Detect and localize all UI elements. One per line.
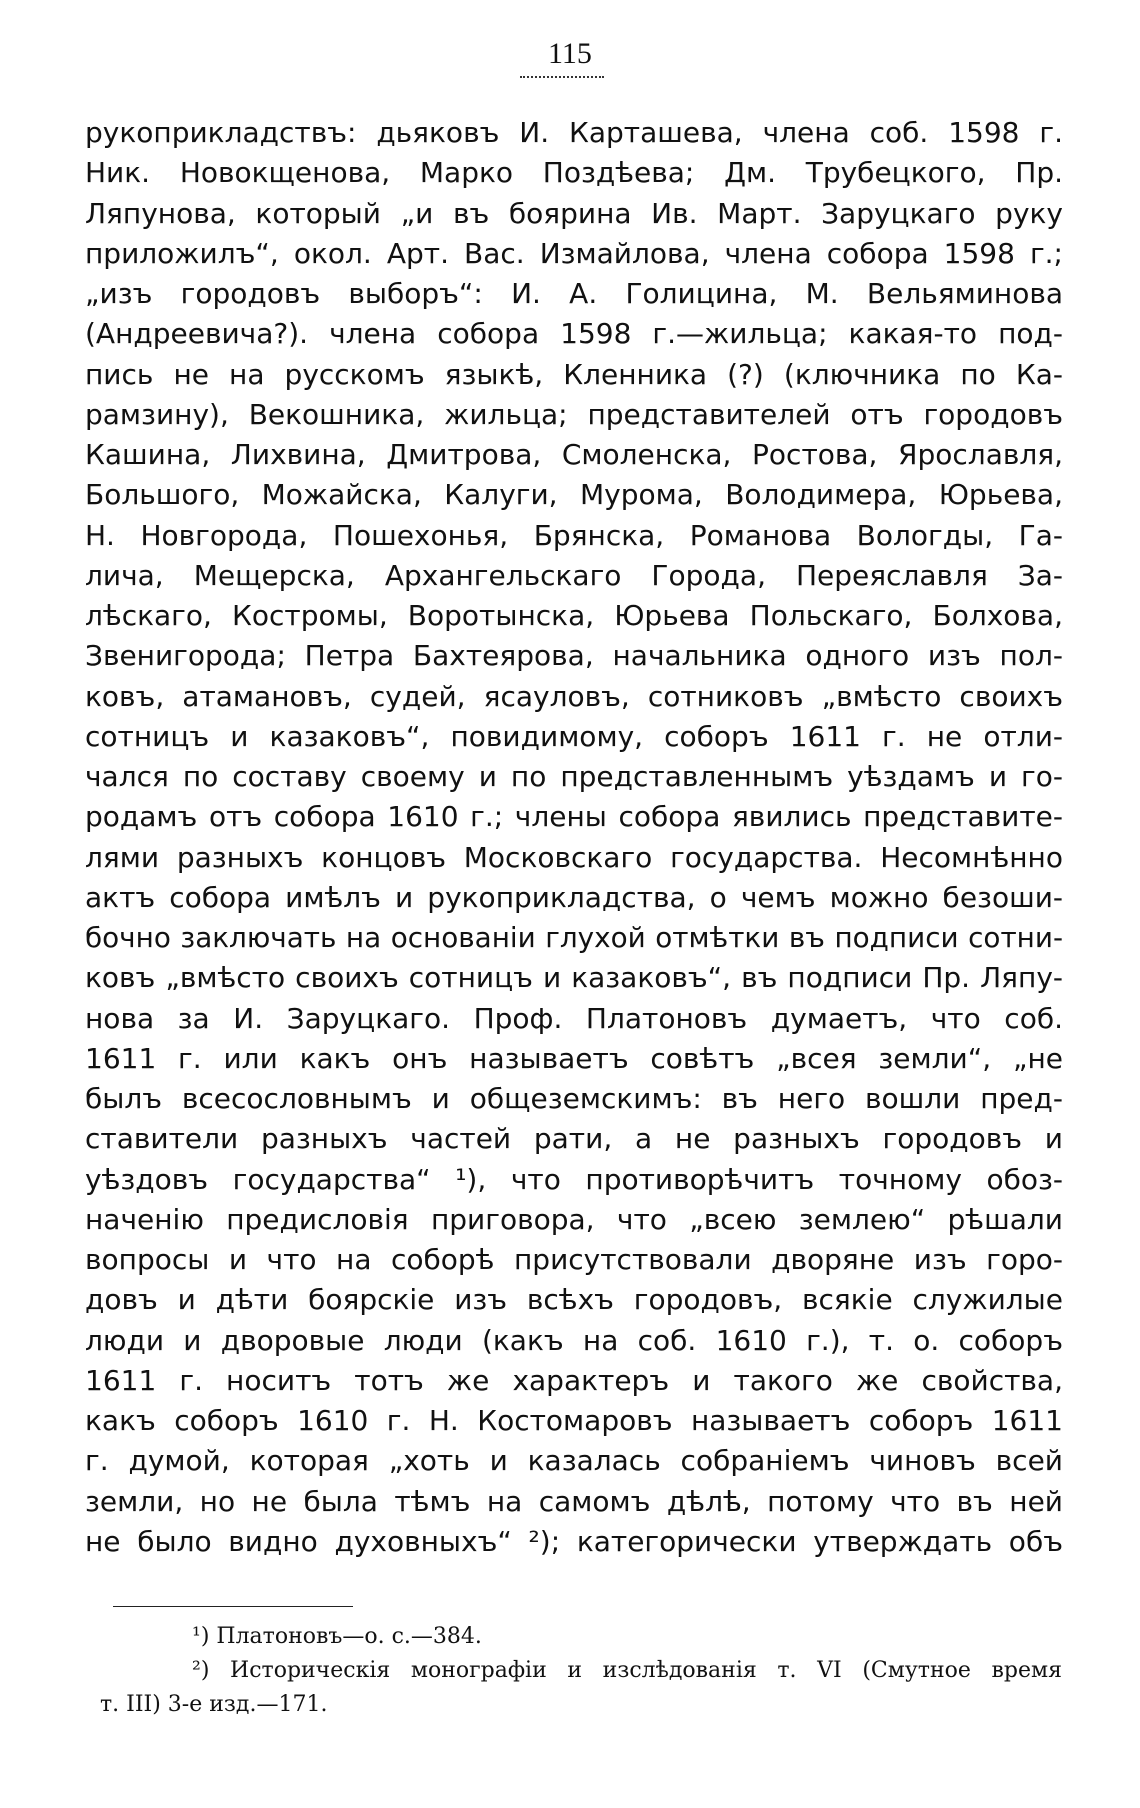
text-line: нова за И. Заруцкаго. Проф. Платоновъ думаетъ, что соб. xyxy=(85,1001,1063,1035)
text-line: рукоприкладствъ: дьяковъ И. Карташева, члена соб. 1598 г. xyxy=(85,116,1063,149)
footnote-2: ²) Историческія монографіи и изслѣдованія т. VI (Смутное время xyxy=(192,1658,1062,1683)
text-line: земли, но не была тѣмъ на самомъ дѣлѣ, потому что въ ней xyxy=(85,1484,1063,1518)
page-number: 115 xyxy=(548,37,592,70)
text-line: родамъ отъ собора 1610 г.; члены собора явились представите- xyxy=(85,800,1063,834)
text-line: ковъ, атамановъ, судей, ясауловъ, сотниковъ „вмѣсто своихъ xyxy=(85,679,1063,713)
footnote-divider xyxy=(113,1606,353,1607)
text-line: Звенигорода; Петра Бахтеярова, начальника одного изъ пол- xyxy=(85,639,1063,673)
text-line: довъ и дѣти боярскіе изъ всѣхъ городовъ, всякіе служилые xyxy=(85,1283,1063,1317)
text-line: ставители разныхъ частей рати, а не разныхъ городовъ и xyxy=(85,1122,1063,1156)
text-line: пись не на русскомъ языкѣ, Кленника (?) (ключника по Ка- xyxy=(85,357,1063,391)
page-number-underline xyxy=(520,76,604,78)
text-line: 1611 г. или какъ онъ называетъ совѣтъ „всея земли“, „не xyxy=(85,1041,1063,1075)
text-line: приложилъ“, окол. Арт. Вас. Измайлова, члена собора 1598 г.; xyxy=(85,236,1063,270)
footnotes xyxy=(100,1620,1062,1722)
footnote-1: ¹) Платоновъ—о. с.—384. xyxy=(192,1624,482,1649)
text-line: Ляпунова, который „и въ боярина Ив. Март. Заруцкаго руку xyxy=(85,196,1063,230)
text-line: чался по составу своему и по представленнымъ уѣздамъ и го- xyxy=(85,760,1063,793)
text-line: вопросы и что на соборѣ присутствовали дворяне изъ горо- xyxy=(85,1243,1063,1276)
text-line: Большого, Можайска, Калуги, Мурома, Володимера, Юрьева, xyxy=(85,478,1063,512)
text-line: люди и дворовые люди (какъ на соб. 1610 г.), т. о. соборъ xyxy=(85,1323,1063,1357)
text-line: „изъ городовъ выборъ“: И. А. Голицина, М. Вельяминова xyxy=(85,277,1063,310)
text-line: уѣздовъ государства“ ¹), что противорѣчитъ точному обоз- xyxy=(85,1162,1063,1196)
text-line: Кашина, Лихвина, Дмитрова, Смоленска, Ростова, Ярославля, xyxy=(85,438,1063,471)
footnote-2-continuation: т. III) 3-е изд.—171. xyxy=(100,1692,328,1717)
text-line: сотницъ и казаковъ“, повидимому, соборъ 1611 г. не отли- xyxy=(85,719,1063,753)
text-line: былъ всесословнымъ и общеземскимъ: въ него вошли пред- xyxy=(85,1082,1063,1115)
text-line: не было видно духовныхъ“ ²); категорически утверждать объ xyxy=(85,1524,1063,1558)
text-line: г. думой, которая „хоть и казалась собраніемъ чиновъ всей xyxy=(85,1444,1063,1478)
text-line: Н. Новгорода, Пошехонья, Брянска, Романова Вологды, Га- xyxy=(85,518,1063,552)
text-line: рамзину), Векошника, жильца; представителей отъ городовъ xyxy=(85,397,1063,431)
text-line: бочно заключать на основаніи глухой отмѣтки въ подписи сотни- xyxy=(85,921,1063,954)
text-line: наченію предисловія приговора, что „всею землею“ рѣшали xyxy=(85,1202,1063,1236)
main-text xyxy=(85,113,1063,1562)
text-line: лича, Мещерска, Архангельскаго Города, Переяславля За- xyxy=(85,558,1063,592)
text-line: Ник. Новокщенова, Марко Поздѣева; Дм. Трубецкого, Пр. xyxy=(85,156,1063,190)
text-line: (Андреевича?). члена собора 1598 г.—жильца; какая-то под- xyxy=(85,317,1063,351)
text-line: актъ собора имѣлъ и рукоприкладства, о чемъ можно безоши- xyxy=(85,880,1063,914)
text-line: лѣскаго, Костромы, Воротынска, Юрьева Польскаго, Болхова, xyxy=(85,599,1063,632)
text-line: лями разныхъ концовъ Московскаго государства. Несомнѣнно xyxy=(85,840,1063,874)
text-line: какъ соборъ 1610 г. Н. Костомаровъ называетъ соборъ 1611 xyxy=(85,1404,1063,1437)
text-line: ковъ „вмѣсто своихъ сотницъ и казаковъ“, въ подписи Пр. Ляпу- xyxy=(85,961,1063,995)
text-line: 1611 г. носитъ тотъ же характеръ и такого же свойства, xyxy=(85,1363,1063,1397)
